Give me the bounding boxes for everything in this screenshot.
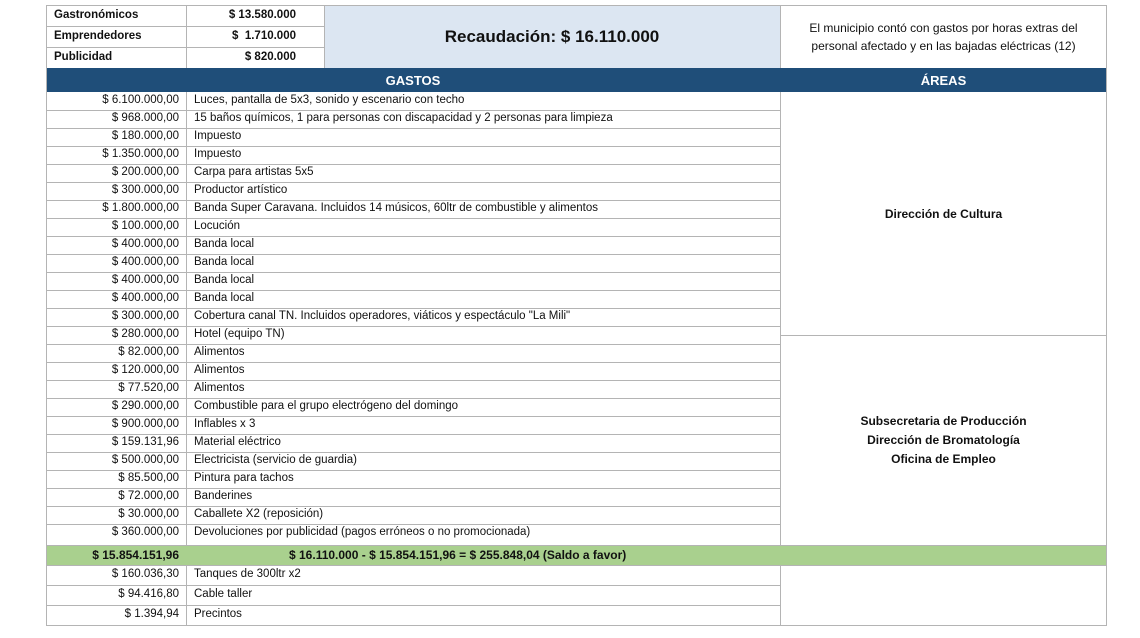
expense-description: Luces, pantalla de 5x3, sonido y escenario con techo — [194, 94, 465, 107]
grid-line — [46, 254, 780, 255]
expense-amount: $ 85.500,00 — [118, 472, 179, 485]
extra-expense-amount: $ 94.416,80 — [118, 588, 179, 601]
note-line-1: El municipio contó con gastos por horas extras del — [809, 20, 1078, 35]
expense-description: Banda local — [194, 256, 255, 269]
extra-expense-description: Tanques de 300ltr x2 — [194, 568, 301, 581]
grid-line — [46, 488, 780, 489]
grid-line — [46, 398, 780, 399]
expense-amount: $ 360.000,00 — [111, 526, 179, 539]
expense-amount: $ 300.000,00 — [111, 310, 179, 323]
area-produccion-line-1: Subsecretaria de Producción — [860, 414, 1027, 428]
expense-amount: $ 400.000,00 — [111, 256, 179, 269]
expense-description: Banda local — [194, 292, 255, 305]
expense-amount: $ 900.000,00 — [111, 418, 179, 431]
income-label-emprendedores: Emprendedores — [54, 29, 142, 42]
extra-expense-description: Cable taller — [194, 588, 253, 601]
grid-line — [46, 524, 780, 525]
expense-amount: $ 200.000,00 — [111, 166, 179, 179]
grid-line — [780, 92, 781, 545]
grid-line — [46, 565, 1107, 566]
expense-amount: $ 1.800.000,00 — [102, 202, 179, 215]
expense-description: Locución — [194, 220, 241, 233]
grid-line — [46, 5, 47, 626]
grid-line — [46, 26, 324, 27]
expense-description: Banda local — [194, 238, 255, 251]
expense-description: Combustible para el grupo electrógeno del domingo — [194, 400, 459, 413]
grid-line — [46, 470, 780, 471]
grid-line — [46, 380, 780, 381]
expense-amount: $ 72.000,00 — [118, 490, 179, 503]
grid-line — [46, 290, 780, 291]
grid-line — [780, 5, 781, 68]
expense-description: Material eléctrico — [194, 436, 281, 449]
expense-description: Electricista (servicio de guardia) — [194, 454, 357, 467]
expense-amount: $ 290.000,00 — [111, 400, 179, 413]
grid-line — [46, 110, 780, 111]
expense-description: Banda Super Caravana. Incluidos 14 músicos, 60ltr de combustible y alimentos — [194, 202, 598, 215]
grid-line — [186, 5, 187, 68]
expense-description: Hotel (equipo TN) — [194, 328, 285, 341]
grid-line — [1106, 5, 1107, 626]
total-amount: $ 15.854.151,96 — [46, 545, 186, 565]
area-produccion-line-3: Oficina de Empleo — [891, 452, 996, 466]
gastos-header: GASTOS — [46, 68, 780, 92]
grid-line — [46, 416, 780, 417]
expense-amount: $ 30.000,00 — [118, 508, 179, 521]
extra-expense-description: Precintos — [194, 608, 242, 621]
expense-amount: $ 280.000,00 — [111, 328, 179, 341]
grid-line — [46, 47, 324, 48]
expense-description: Carpa para artistas 5x5 — [194, 166, 314, 179]
expense-description: Caballete X2 (reposición) — [194, 508, 324, 521]
grid-line — [46, 5, 1107, 6]
income-value-gastronomicos: $ 13.580.000 — [228, 8, 296, 21]
income-label-gastronomicos: Gastronómicos — [54, 8, 139, 21]
expense-amount: $ 6.100.000,00 — [102, 94, 179, 107]
expense-description: Banda local — [194, 274, 255, 287]
expense-amount: $ 77.520,00 — [118, 382, 179, 395]
grid-line — [46, 326, 780, 327]
expense-description: Impuesto — [194, 130, 242, 143]
total-formula: $ 16.110.000 - $ 15.854.151,96 = $ 255.848,04 (Saldo a favor) — [186, 545, 1107, 565]
expense-description: Cobertura canal TN. Incluidos operadores, viáticos y espectáculo "La Mili" — [194, 310, 571, 323]
expense-amount: $ 120.000,00 — [111, 364, 179, 377]
expense-amount: $ 400.000,00 — [111, 292, 179, 305]
grid-line — [780, 565, 781, 625]
expense-amount: $ 500.000,00 — [111, 454, 179, 467]
expense-amount: $ 1.350.000,00 — [102, 148, 179, 161]
grid-line — [46, 625, 1107, 626]
grid-line — [46, 236, 780, 237]
grid-line — [46, 605, 780, 606]
expense-description: Productor artístico — [194, 184, 288, 197]
income-value-publicidad: $ 820.000 — [244, 50, 296, 63]
expense-description: 15 baños químicos, 1 para personas con discapacidad y 2 personas para limpieza — [194, 112, 613, 125]
grid-line — [46, 434, 780, 435]
grid-line — [46, 585, 780, 586]
expense-description: Devoluciones por publicidad (pagos erróneos o no promocionada) — [194, 526, 531, 539]
grid-line — [46, 200, 780, 201]
grid-line — [186, 92, 187, 545]
expense-amount: $ 968.000,00 — [111, 112, 179, 125]
expense-amount: $ 159.131,96 — [111, 436, 179, 449]
grid-line — [46, 308, 780, 309]
grid-line — [46, 218, 780, 219]
grid-line — [324, 5, 325, 68]
recaudacion-title: Recaudación: $ 16.110.000 — [324, 5, 780, 68]
income-label-publicidad: Publicidad — [54, 50, 113, 63]
expense-description: Pintura para tachos — [194, 472, 294, 485]
expense-amount: $ 300.000,00 — [111, 184, 179, 197]
grid-line — [46, 506, 780, 507]
grid-line — [46, 146, 780, 147]
grid-line — [46, 344, 780, 345]
income-value-emprendedores: $ 1.710.000 — [232, 29, 296, 42]
note-line-2: personal afectado y en las bajadas eléctricas (12) — [811, 38, 1076, 53]
grid-line — [46, 362, 780, 363]
note-cell — [780, 5, 1107, 68]
areas-header: ÁREAS — [780, 68, 1107, 92]
expense-description: Alimentos — [194, 364, 245, 377]
grid-line — [780, 335, 1107, 336]
grid-line — [46, 452, 780, 453]
expense-amount: $ 400.000,00 — [111, 274, 179, 287]
grid-line — [46, 182, 780, 183]
extra-expense-amount: $ 160.036,30 — [111, 568, 179, 581]
area-produccion-line-2: Dirección de Bromatología — [867, 433, 1020, 447]
area-produccion — [780, 335, 1107, 545]
grid-line — [46, 272, 780, 273]
expense-amount: $ 100.000,00 — [111, 220, 179, 233]
expense-amount: $ 82.000,00 — [118, 346, 179, 359]
grid-line — [46, 545, 1107, 546]
expense-amount: $ 400.000,00 — [111, 238, 179, 251]
grid-line — [46, 164, 780, 165]
area-cultura: Dirección de Cultura — [884, 206, 1003, 221]
expense-description: Impuesto — [194, 148, 242, 161]
grid-line — [46, 128, 780, 129]
expense-amount: $ 180.000,00 — [111, 130, 179, 143]
grid-line — [186, 565, 187, 625]
expense-description: Alimentos — [194, 382, 245, 395]
expense-description: Alimentos — [194, 346, 245, 359]
expense-description: Inflables x 3 — [194, 418, 256, 431]
expense-description: Banderines — [194, 490, 253, 503]
extra-expense-amount: $ 1.394,94 — [124, 608, 179, 621]
